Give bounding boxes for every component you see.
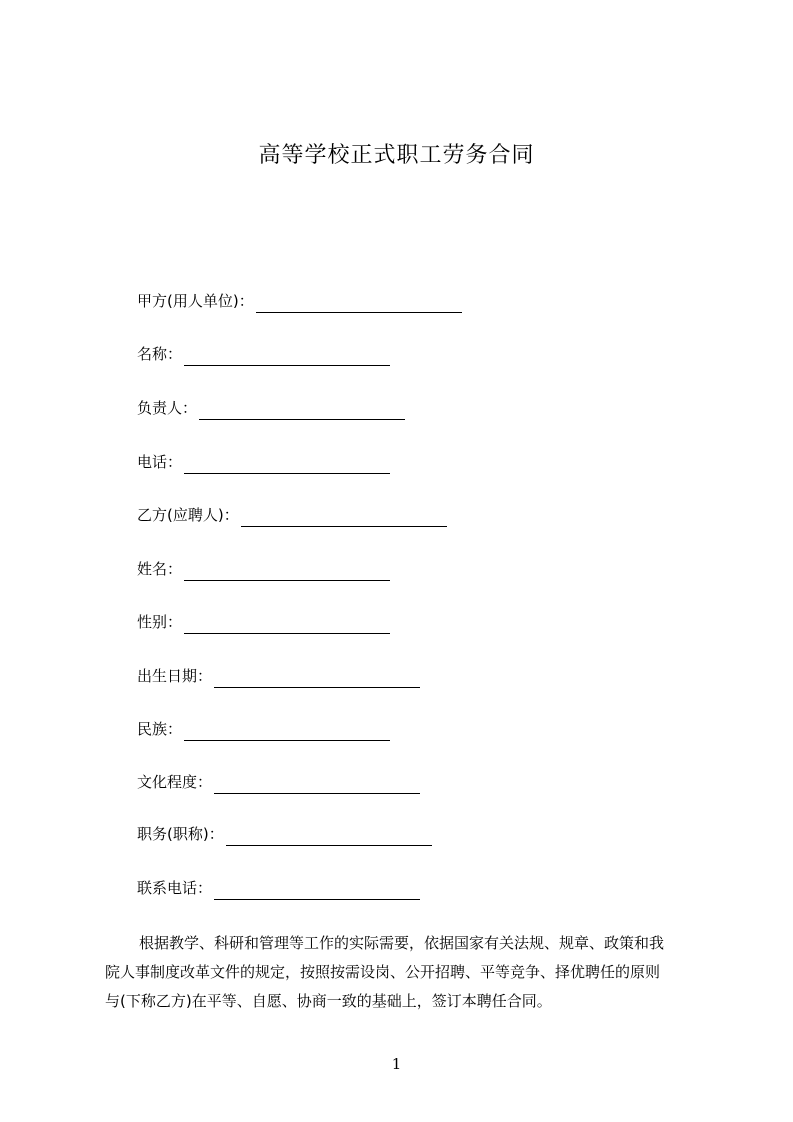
fill-in-line xyxy=(184,723,390,741)
field-label: 性别： xyxy=(137,613,183,631)
field-position-title xyxy=(137,822,432,846)
fill-in-line xyxy=(184,456,390,474)
field-birth-date xyxy=(137,664,420,688)
intro-paragraph xyxy=(105,929,703,1016)
field-label: 文化程度： xyxy=(137,773,213,791)
fill-in-line xyxy=(199,402,405,420)
fill-in-line xyxy=(256,295,462,313)
field-name xyxy=(137,342,390,366)
paragraph-line: 与(下称乙方)在平等、自愿、协商一致的基础上，签订本聘任合同。 xyxy=(105,992,552,1010)
field-phone xyxy=(137,450,390,474)
page-number: 1 xyxy=(391,1055,402,1073)
fill-in-line xyxy=(184,348,390,366)
field-party-b xyxy=(137,503,447,527)
field-gender xyxy=(137,610,390,634)
field-label: 出生日期： xyxy=(137,667,213,685)
field-ethnicity xyxy=(137,717,390,741)
field-label: 电话： xyxy=(137,453,183,471)
field-label: 民族： xyxy=(137,720,183,738)
paragraph-line: 根据教学、科研和管理等工作的实际需要，依据国家有关法规、规章、政策和我 xyxy=(139,934,665,952)
fill-in-line xyxy=(226,828,432,846)
field-label: 乙方(应聘人)： xyxy=(137,506,239,524)
field-label: 联系电话： xyxy=(137,879,213,897)
field-contact-phone xyxy=(137,876,420,900)
field-label: 职务(职称)： xyxy=(137,825,224,843)
document-title: 高等学校正式职工劳务合同 xyxy=(258,143,535,168)
fill-in-line xyxy=(214,882,420,900)
fill-in-line xyxy=(241,509,447,527)
paragraph-line: 院人事制度改革文件的规定，按照按需设岗、公开招聘、平等竞争、择优聘任的原则 xyxy=(105,963,661,981)
field-responsible-person xyxy=(137,396,405,420)
fill-in-line xyxy=(214,670,420,688)
field-party-a xyxy=(137,289,462,313)
fill-in-line xyxy=(184,616,390,634)
field-label: 甲方(用人单位)： xyxy=(137,292,254,310)
field-full-name xyxy=(137,557,390,581)
field-education xyxy=(137,770,420,794)
field-label: 姓名： xyxy=(137,560,183,578)
field-label: 名称： xyxy=(137,345,183,363)
fill-in-line xyxy=(184,563,390,581)
fill-in-line xyxy=(214,776,420,794)
field-label: 负责人： xyxy=(137,399,198,417)
